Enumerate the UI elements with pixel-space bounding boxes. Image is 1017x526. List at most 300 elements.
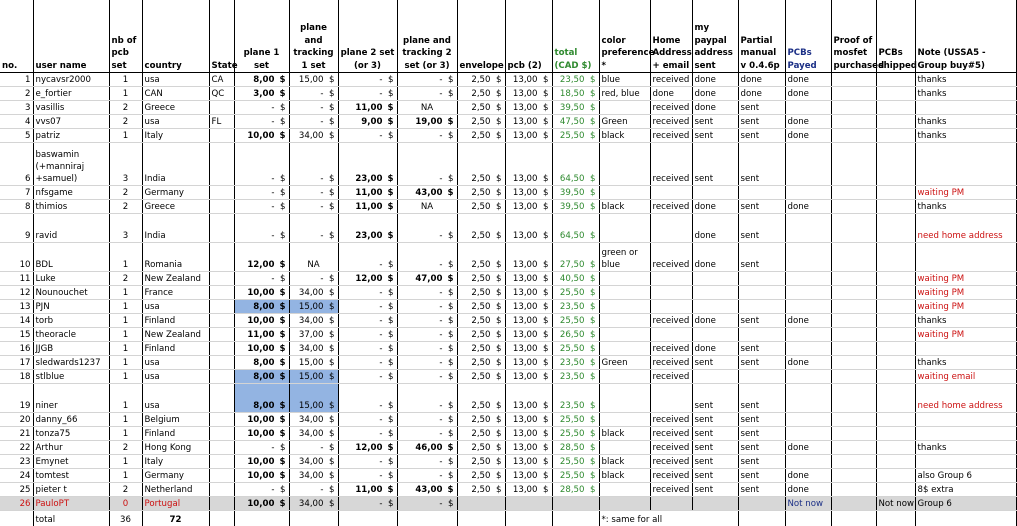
cell-country[interactable]: Finland — [142, 342, 209, 356]
cell-no[interactable]: 19 — [0, 384, 33, 413]
cell-total[interactable] — [552, 328, 599, 342]
cell-manual[interactable]: sent — [738, 342, 785, 356]
cell-manual[interactable]: sent — [738, 483, 785, 497]
cell-total[interactable] — [552, 243, 599, 272]
cell-country[interactable]: New Zealand — [142, 272, 209, 286]
cell-pcb[interactable] — [505, 87, 552, 101]
cell-p2[interactable] — [338, 286, 397, 300]
cell-total[interactable] — [552, 469, 599, 483]
cell-note[interactable]: waiting email — [915, 370, 1016, 384]
cell-nb[interactable]: 2 — [109, 441, 142, 455]
cell-pcb[interactable] — [505, 143, 552, 186]
cell-p1[interactable] — [234, 286, 289, 300]
header-country[interactable]: country — [142, 0, 209, 73]
cell-pt1[interactable] — [289, 272, 338, 286]
cell-pt2[interactable] — [397, 200, 457, 214]
cell-total[interactable] — [552, 186, 599, 200]
cell-manual[interactable]: done — [738, 73, 785, 87]
cell-pt2[interactable] — [397, 328, 457, 342]
cell-color[interactable]: black — [599, 427, 650, 441]
cell-env[interactable] — [457, 101, 505, 115]
cell-home[interactable]: received — [650, 200, 692, 214]
cell-state[interactable] — [209, 101, 234, 115]
cell-nb[interactable]: 2 — [109, 200, 142, 214]
cell-nb[interactable]: 2 — [109, 186, 142, 200]
cell-env[interactable] — [457, 314, 505, 328]
cell-payed[interactable] — [785, 243, 831, 272]
cell-env[interactable] — [457, 87, 505, 101]
cell-note[interactable] — [915, 101, 1016, 115]
cell-p2[interactable] — [338, 469, 397, 483]
cell-proof[interactable] — [831, 427, 876, 441]
cell-note[interactable]: thanks — [915, 115, 1016, 129]
cell-country[interactable]: Hong Kong — [142, 441, 209, 455]
cell-no[interactable]: 9 — [0, 214, 33, 243]
cell-note[interactable]: waiting PM — [915, 300, 1016, 314]
cell-p1[interactable] — [234, 483, 289, 497]
cell-p2[interactable] — [338, 73, 397, 87]
cell-home[interactable] — [650, 286, 692, 300]
cell-note[interactable] — [915, 143, 1016, 186]
cell-paypal[interactable]: sent — [692, 143, 738, 186]
cell-pt2[interactable] — [397, 214, 457, 243]
cell-color[interactable]: Green — [599, 115, 650, 129]
cell-paypal[interactable] — [692, 497, 738, 511]
cell-state[interactable] — [209, 370, 234, 384]
cell-no[interactable]: 4 — [0, 115, 33, 129]
cell-proof[interactable] — [831, 143, 876, 186]
cell-shipped[interactable] — [876, 314, 915, 328]
cell-payed[interactable] — [785, 300, 831, 314]
cell-pt2[interactable] — [397, 115, 457, 129]
cell-proof[interactable] — [831, 328, 876, 342]
cell-state[interactable] — [209, 143, 234, 186]
cell-color[interactable] — [599, 272, 650, 286]
cell-note[interactable] — [915, 455, 1016, 469]
cell-p2[interactable] — [338, 87, 397, 101]
cell-env[interactable] — [457, 497, 505, 511]
cell-shipped[interactable] — [876, 427, 915, 441]
cell-p1[interactable] — [234, 469, 289, 483]
cell-pt2[interactable] — [397, 286, 457, 300]
cell-proof[interactable] — [831, 469, 876, 483]
cell-proof[interactable] — [831, 314, 876, 328]
cell-shipped[interactable] — [876, 413, 915, 427]
header-proof[interactable]: Proof of mosfet purchased — [831, 0, 876, 73]
cell-paypal[interactable] — [692, 328, 738, 342]
cell-shipped[interactable] — [876, 356, 915, 370]
cell-color[interactable]: Green — [599, 356, 650, 370]
cell-pt1[interactable] — [289, 497, 338, 511]
cell-total[interactable] — [552, 300, 599, 314]
cell-paypal[interactable]: done — [692, 314, 738, 328]
cell-proof[interactable] — [831, 342, 876, 356]
cell-state[interactable] — [209, 497, 234, 511]
cell-home[interactable]: received — [650, 455, 692, 469]
cell-pt1[interactable] — [289, 483, 338, 497]
cell-color[interactable] — [599, 384, 650, 413]
cell-color[interactable] — [599, 370, 650, 384]
cell-state[interactable] — [209, 314, 234, 328]
cell-proof[interactable] — [831, 243, 876, 272]
cell-payed[interactable]: Not now — [785, 497, 831, 511]
cell-manual[interactable]: sent — [738, 115, 785, 129]
cell-nb[interactable]: 1 — [109, 342, 142, 356]
cell-country[interactable]: Greece — [142, 101, 209, 115]
cell-no[interactable]: 7 — [0, 186, 33, 200]
header-no[interactable]: no. — [0, 0, 33, 73]
cell-p1[interactable] — [234, 370, 289, 384]
cell-pt1[interactable] — [289, 286, 338, 300]
cell-nb[interactable]: 1 — [109, 427, 142, 441]
cell-env[interactable] — [457, 243, 505, 272]
cell-pt1[interactable] — [289, 186, 338, 200]
cell-color[interactable]: black — [599, 469, 650, 483]
cell-proof[interactable] — [831, 73, 876, 87]
cell-no[interactable]: 5 — [0, 129, 33, 143]
header-shipped[interactable]: PCBs shipped — [876, 0, 915, 73]
cell-p2[interactable] — [338, 441, 397, 455]
cell-color[interactable] — [599, 186, 650, 200]
cell-user[interactable]: tonza75 — [33, 427, 109, 441]
cell-paypal[interactable]: done — [692, 243, 738, 272]
cell-no[interactable]: 12 — [0, 286, 33, 300]
cell-payed[interactable] — [785, 384, 831, 413]
cell-pt1[interactable] — [289, 73, 338, 87]
cell-env[interactable] — [457, 200, 505, 214]
cell-payed[interactable]: done — [785, 200, 831, 214]
cell-note[interactable]: thanks — [915, 441, 1016, 455]
cell-env[interactable] — [457, 73, 505, 87]
cell-country[interactable]: Italy — [142, 129, 209, 143]
cell-pcb[interactable] — [505, 214, 552, 243]
cell-pt1[interactable] — [289, 328, 338, 342]
cell-p2[interactable] — [338, 200, 397, 214]
cell-country[interactable]: Italy — [142, 455, 209, 469]
cell-no[interactable]: 17 — [0, 356, 33, 370]
cell-home[interactable] — [650, 300, 692, 314]
cell-shipped[interactable] — [876, 87, 915, 101]
cell-home[interactable]: received — [650, 427, 692, 441]
cell-pcb[interactable] — [505, 441, 552, 455]
cell-home[interactable] — [650, 497, 692, 511]
cell-no[interactable]: 26 — [0, 497, 33, 511]
cell-shipped[interactable] — [876, 300, 915, 314]
cell-paypal[interactable]: done — [692, 73, 738, 87]
cell-manual[interactable] — [738, 186, 785, 200]
cell-manual[interactable]: sent — [738, 427, 785, 441]
header-nb[interactable]: nb of pcb set — [109, 0, 142, 73]
cell-country[interactable]: Germany — [142, 469, 209, 483]
totals-nb[interactable]: 36 — [109, 511, 142, 526]
cell-note[interactable]: waiting PM — [915, 286, 1016, 300]
cell-manual[interactable] — [738, 272, 785, 286]
cell-paypal[interactable]: sent — [692, 483, 738, 497]
cell-color[interactable]: green or blue — [599, 243, 650, 272]
cell-user[interactable]: ravid — [33, 214, 109, 243]
cell-p2[interactable] — [338, 413, 397, 427]
cell-shipped[interactable] — [876, 73, 915, 87]
cell-no[interactable]: 15 — [0, 328, 33, 342]
cell-country[interactable]: India — [142, 143, 209, 186]
cell-total[interactable] — [552, 356, 599, 370]
cell-pcb[interactable] — [505, 286, 552, 300]
cell-color[interactable] — [599, 314, 650, 328]
cell-paypal[interactable]: sent — [692, 413, 738, 427]
cell-pt2[interactable] — [397, 314, 457, 328]
cell-shipped[interactable] — [876, 143, 915, 186]
cell-country[interactable]: usa — [142, 356, 209, 370]
cell-p2[interactable] — [338, 342, 397, 356]
cell-paypal[interactable] — [692, 272, 738, 286]
cell-env[interactable] — [457, 328, 505, 342]
cell-color[interactable]: blue — [599, 73, 650, 87]
cell-color[interactable] — [599, 300, 650, 314]
cell-proof[interactable] — [831, 413, 876, 427]
cell-no[interactable]: 16 — [0, 342, 33, 356]
header-plane1[interactable]: plane 1 set — [234, 0, 289, 73]
cell-proof[interactable] — [831, 483, 876, 497]
cell-manual[interactable]: sent — [738, 243, 785, 272]
cell-pt2[interactable] — [397, 441, 457, 455]
cell-paypal[interactable]: sent — [692, 441, 738, 455]
cell-pt1[interactable] — [289, 129, 338, 143]
cell-note[interactable]: thanks — [915, 200, 1016, 214]
cell-state[interactable] — [209, 243, 234, 272]
cell-payed[interactable] — [785, 413, 831, 427]
cell-nb[interactable]: 1 — [109, 73, 142, 87]
cell-shipped[interactable] — [876, 483, 915, 497]
cell-p2[interactable] — [338, 427, 397, 441]
cell-nb[interactable]: 1 — [109, 314, 142, 328]
cell-env[interactable] — [457, 384, 505, 413]
cell-user[interactable]: Luke — [33, 272, 109, 286]
cell-proof[interactable] — [831, 214, 876, 243]
cell-env[interactable] — [457, 413, 505, 427]
cell-proof[interactable] — [831, 272, 876, 286]
cell-total[interactable] — [552, 497, 599, 511]
cell-color[interactable] — [599, 483, 650, 497]
cell-user[interactable]: baswamin (+manniraj +samuel) — [33, 143, 109, 186]
cell-payed[interactable] — [785, 186, 831, 200]
cell-manual[interactable]: sent — [738, 469, 785, 483]
cell-pt1[interactable] — [289, 243, 338, 272]
cell-p1[interactable] — [234, 413, 289, 427]
cell-country[interactable]: Portugal — [142, 497, 209, 511]
cell-note[interactable] — [915, 342, 1016, 356]
cell-total[interactable] — [552, 483, 599, 497]
cell-user[interactable]: vvs07 — [33, 115, 109, 129]
cell-pt1[interactable] — [289, 370, 338, 384]
cell-env[interactable] — [457, 129, 505, 143]
cell-shipped[interactable] — [876, 342, 915, 356]
cell-shipped[interactable] — [876, 384, 915, 413]
cell-color[interactable]: black — [599, 455, 650, 469]
cell-pcb[interactable] — [505, 469, 552, 483]
cell-p2[interactable] — [338, 328, 397, 342]
cell-note[interactable]: need home address — [915, 384, 1016, 413]
cell-pcb[interactable] — [505, 314, 552, 328]
cell-manual[interactable]: sent — [738, 143, 785, 186]
cell-user[interactable]: niner — [33, 384, 109, 413]
cell-pcb[interactable] — [505, 483, 552, 497]
header-plane-tracking1[interactable]: plane and tracking 1 set — [289, 0, 338, 73]
cell-note[interactable]: thanks — [915, 356, 1016, 370]
cell-p1[interactable] — [234, 87, 289, 101]
cell-note[interactable]: also Group 6 — [915, 469, 1016, 483]
header-home[interactable]: Home Address + email — [650, 0, 692, 73]
cell-p1[interactable] — [234, 101, 289, 115]
cell-state[interactable] — [209, 455, 234, 469]
cell-user[interactable]: PauloPT — [33, 497, 109, 511]
cell-paypal[interactable]: sent — [692, 427, 738, 441]
cell-p2[interactable] — [338, 186, 397, 200]
cell-country[interactable]: usa — [142, 73, 209, 87]
cell-manual[interactable] — [738, 497, 785, 511]
cell-shipped[interactable] — [876, 286, 915, 300]
cell-p2[interactable] — [338, 356, 397, 370]
cell-user[interactable]: Emynet — [33, 455, 109, 469]
cell-pcb[interactable] — [505, 497, 552, 511]
cell-paypal[interactable] — [692, 300, 738, 314]
cell-manual[interactable]: sent — [738, 356, 785, 370]
cell-home[interactable]: received — [650, 469, 692, 483]
cell-home[interactable] — [650, 328, 692, 342]
totals-country[interactable]: 72 — [142, 511, 209, 526]
cell-manual[interactable]: done — [738, 87, 785, 101]
cell-paypal[interactable] — [692, 186, 738, 200]
cell-proof[interactable] — [831, 455, 876, 469]
cell-pt1[interactable] — [289, 413, 338, 427]
cell-color[interactable] — [599, 328, 650, 342]
cell-nb[interactable]: 2 — [109, 115, 142, 129]
cell-country[interactable]: Germany — [142, 186, 209, 200]
cell-env[interactable] — [457, 272, 505, 286]
cell-env[interactable] — [457, 214, 505, 243]
cell-no[interactable]: 1 — [0, 73, 33, 87]
cell-pt1[interactable] — [289, 200, 338, 214]
cell-country[interactable]: CAN — [142, 87, 209, 101]
cell-state[interactable]: QC — [209, 87, 234, 101]
cell-color[interactable]: red, blue — [599, 87, 650, 101]
header-payed[interactable]: PCBs Payed — [785, 0, 831, 73]
header-user[interactable]: user name — [33, 0, 109, 73]
cell-nb[interactable]: 3 — [109, 143, 142, 186]
cell-nb[interactable]: 2 — [109, 483, 142, 497]
cell-p2[interactable] — [338, 314, 397, 328]
cell-proof[interactable] — [831, 200, 876, 214]
cell-pcb[interactable] — [505, 243, 552, 272]
cell-pt1[interactable] — [289, 214, 338, 243]
cell-p1[interactable] — [234, 186, 289, 200]
cell-no[interactable]: 24 — [0, 469, 33, 483]
cell-user[interactable]: Arthur — [33, 441, 109, 455]
cell-payed[interactable]: done — [785, 129, 831, 143]
cell-home[interactable]: received — [650, 342, 692, 356]
cell-p1[interactable] — [234, 342, 289, 356]
cell-env[interactable] — [457, 455, 505, 469]
cell-env[interactable] — [457, 441, 505, 455]
cell-nb[interactable]: 1 — [109, 328, 142, 342]
cell-shipped[interactable] — [876, 441, 915, 455]
cell-total[interactable] — [552, 214, 599, 243]
cell-country[interactable]: usa — [142, 115, 209, 129]
cell-shipped[interactable] — [876, 129, 915, 143]
cell-state[interactable] — [209, 200, 234, 214]
cell-color[interactable] — [599, 342, 650, 356]
cell-env[interactable] — [457, 356, 505, 370]
cell-user[interactable]: tomtest — [33, 469, 109, 483]
cell-pt2[interactable] — [397, 73, 457, 87]
cell-state[interactable] — [209, 272, 234, 286]
cell-home[interactable]: received — [650, 413, 692, 427]
cell-p2[interactable] — [338, 129, 397, 143]
cell-pt1[interactable] — [289, 384, 338, 413]
cell-env[interactable] — [457, 286, 505, 300]
cell-note[interactable]: need home address — [915, 214, 1016, 243]
cell-no[interactable]: 14 — [0, 314, 33, 328]
cell-user[interactable]: stlblue — [33, 370, 109, 384]
cell-total[interactable] — [552, 115, 599, 129]
header-manual[interactable]: Partial manual v 0.4.6p — [738, 0, 785, 73]
cell-pt2[interactable] — [397, 483, 457, 497]
cell-home[interactable]: received — [650, 370, 692, 384]
cell-pt2[interactable] — [397, 300, 457, 314]
cell-pt1[interactable] — [289, 143, 338, 186]
cell-manual[interactable] — [738, 328, 785, 342]
cell-pcb[interactable] — [505, 129, 552, 143]
cell-payed[interactable] — [785, 328, 831, 342]
header-plane2[interactable]: plane 2 set (or 3) — [338, 0, 397, 73]
cell-payed[interactable]: done — [785, 483, 831, 497]
cell-country[interactable]: Belgium — [142, 413, 209, 427]
cell-pcb[interactable] — [505, 101, 552, 115]
cell-total[interactable] — [552, 87, 599, 101]
cell-nb[interactable]: 2 — [109, 101, 142, 115]
cell-color[interactable] — [599, 497, 650, 511]
cell-pcb[interactable] — [505, 413, 552, 427]
cell-no[interactable]: 25 — [0, 483, 33, 497]
cell-no[interactable]: 6 — [0, 143, 33, 186]
header-envelope[interactable]: envelope — [457, 0, 505, 73]
cell-shipped[interactable] — [876, 469, 915, 483]
cell-state[interactable] — [209, 483, 234, 497]
cell-paypal[interactable]: sent — [692, 469, 738, 483]
cell-p1[interactable] — [234, 384, 289, 413]
cell-state[interactable] — [209, 342, 234, 356]
cell-pcb[interactable] — [505, 300, 552, 314]
cell-pt2[interactable] — [397, 342, 457, 356]
cell-user[interactable]: danny_66 — [33, 413, 109, 427]
cell-home[interactable]: received — [650, 129, 692, 143]
cell-manual[interactable]: sent — [738, 214, 785, 243]
cell-manual[interactable]: sent — [738, 200, 785, 214]
cell-pcb[interactable] — [505, 73, 552, 87]
cell-pt2[interactable] — [397, 129, 457, 143]
cell-env[interactable] — [457, 342, 505, 356]
cell-pcb[interactable] — [505, 384, 552, 413]
cell-total[interactable] — [552, 441, 599, 455]
cell-nb[interactable]: 1 — [109, 384, 142, 413]
cell-payed[interactable] — [785, 143, 831, 186]
cell-note[interactable] — [915, 413, 1016, 427]
cell-note[interactable]: waiting PM — [915, 272, 1016, 286]
cell-user[interactable]: torb — [33, 314, 109, 328]
cell-color[interactable] — [599, 143, 650, 186]
totals-label[interactable]: total — [33, 511, 109, 526]
cell-payed[interactable]: done — [785, 73, 831, 87]
cell-pt2[interactable] — [397, 370, 457, 384]
